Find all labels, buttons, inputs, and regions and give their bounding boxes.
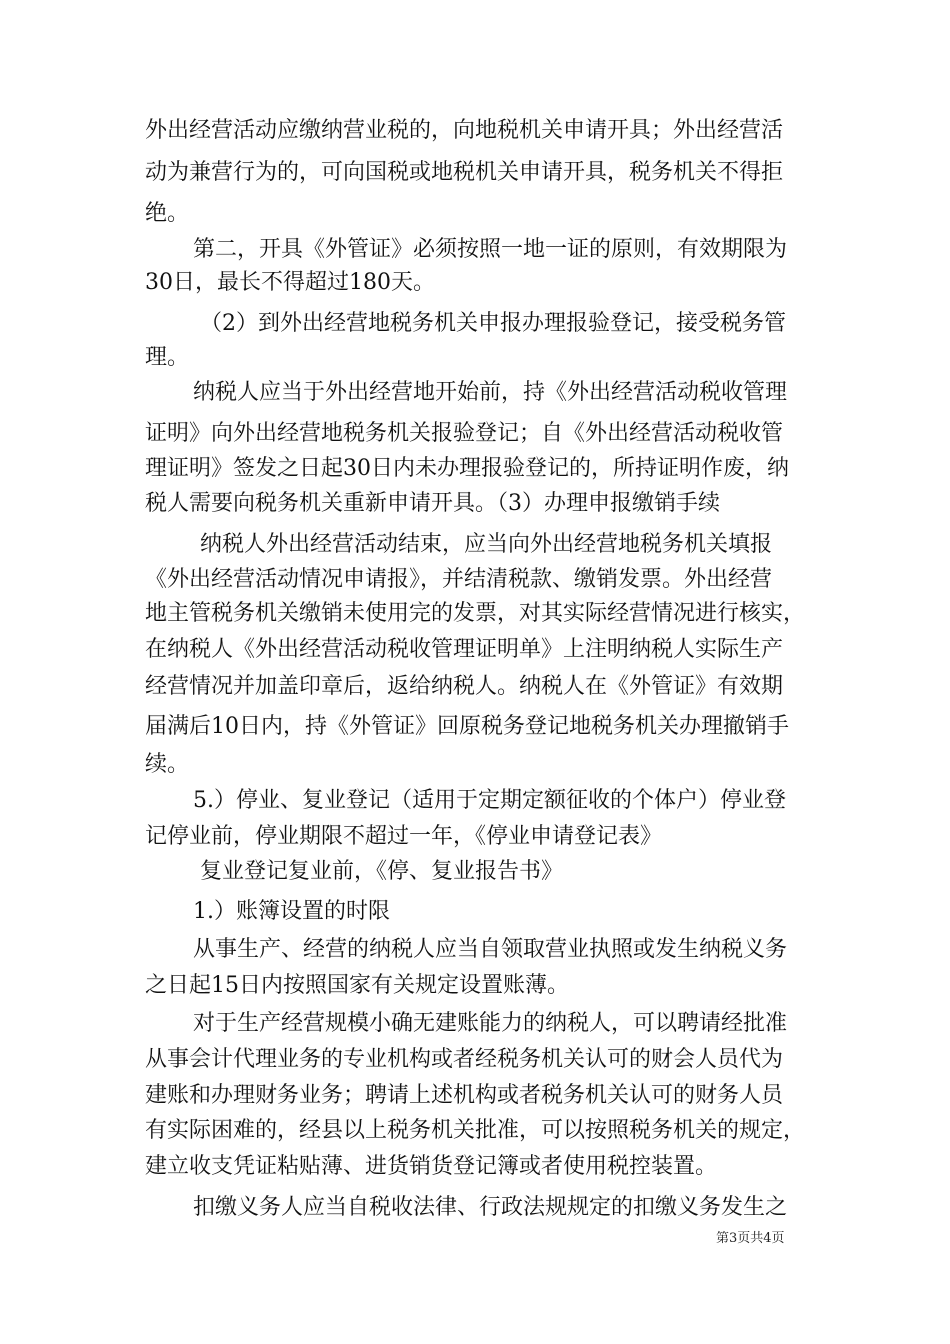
text-line: 纳税人外出经营活动结束，应当向外出经营地税务机关填报	[200, 532, 773, 557]
text-line: 动为兼营行为的，可向国税或地税机关申请开具，税务机关不得拒	[145, 160, 784, 185]
text-line: 扣缴义务人应当自税收法律、行政法规规定的扣缴义务发生之	[193, 1195, 788, 1220]
text-line: 有实际困难的，经县以上税务机关批准，可以按照税务机关的规定，	[145, 1118, 806, 1143]
text-line: 绝。	[145, 201, 190, 226]
text-line: 税人需要向税务机关重新申请开具。（3）办理申报缴销手续	[145, 491, 720, 516]
text-line: 30日，最长不得超过180天。	[145, 270, 435, 295]
text-line: 理。	[145, 345, 190, 370]
text-line: 复业登记复业前，《停、复业报告书》	[200, 859, 564, 884]
page-number: 第3页共4页	[716, 1231, 785, 1246]
text-line: 经营情况并加盖印章后，返给纳税人。纳税人在《外管证》有效期	[145, 674, 784, 699]
text-line: 外出经营活动应缴纳营业税的，向地税机关申请开具；外出经营活	[145, 118, 784, 143]
text-line: 续。	[145, 752, 190, 777]
text-line: 在纳税人《外出经营活动税收管理证明单》上注明纳税人实际生产	[145, 637, 784, 662]
text-line: 从事会计代理业务的专业机构或者经税务机关认可的财会人员代为	[145, 1047, 784, 1072]
text-line: 从事生产、经营的纳税人应当自领取营业执照或发生纳税义务	[193, 937, 788, 962]
text-line: 5.）停业、复业登记（适用于定期定额征收的个体户）停业登	[193, 788, 786, 813]
text-line: 1.）账簿设置的时限	[193, 899, 390, 924]
text-line: 《外出经营活动情况申请报》，并结清税款、缴销发票。外出经营	[145, 567, 773, 592]
text-line: 纳税人应当于外出经营地开始前，持《外出经营活动税收管理	[193, 380, 788, 405]
text-line: 建账和办理财务业务；聘请上述机构或者税务机关认可的财务人员	[145, 1083, 784, 1108]
text-line: 证明》向外出经营地税务机关报验登记；自《外出经营活动税收管	[145, 421, 784, 446]
text-line: 届满后10日内，持《外管证》回原税务登记地税务机关办理撤销手	[145, 714, 789, 739]
text-line: 记停业前，停业期限不超过一年，《停业申请登记表》	[145, 824, 663, 849]
text-line: 理证明》签发之日起30日内未办理报验登记的，所持证明作废，纳	[145, 456, 789, 481]
text-line: 之日起15日内按照国家有关规定设置账薄。	[145, 973, 569, 998]
text-line: 第二，开具《外管证》必须按照一地一证的原则，有效期限为	[193, 237, 788, 262]
text-line: 对于生产经营规模小确无建账能力的纳税人，可以聘请经批准	[193, 1011, 788, 1036]
text-line: 地主管税务机关缴销未使用完的发票，对其实际经营情况进行核实，	[145, 601, 806, 626]
text-line: 建立收支凭证粘贴薄、进货销货登记簿或者使用税控装置。	[145, 1154, 718, 1179]
text-line: （2）到外出经营地税务机关申报办理报验登记，接受税务管	[200, 311, 786, 336]
